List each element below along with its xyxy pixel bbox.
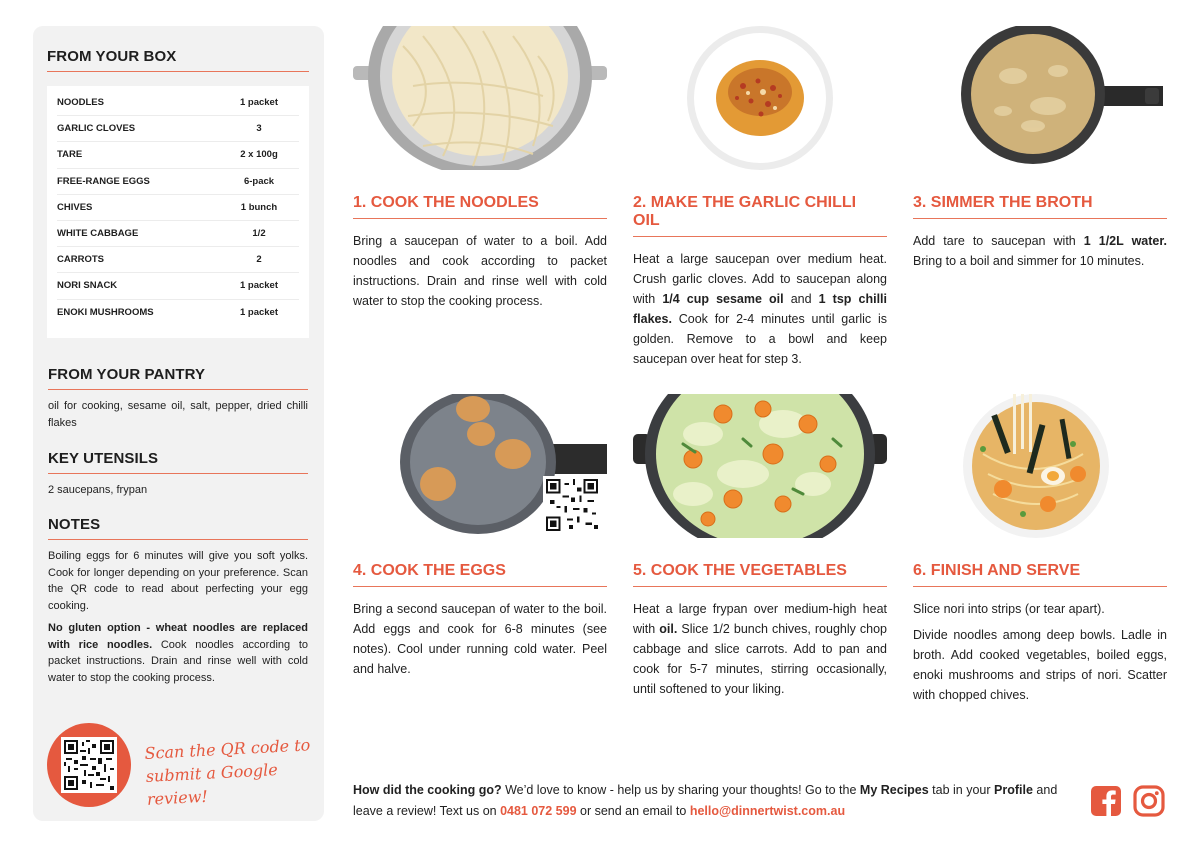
google-review-prompt xyxy=(144,733,327,811)
step-text: Bring to a boil and simmer for 10 minutes. xyxy=(913,254,1145,268)
ingredient-name: FREE-RANGE EGGS xyxy=(57,175,150,187)
step-2 xyxy=(633,26,887,375)
ingredient-row xyxy=(57,221,299,247)
step-divider xyxy=(913,586,1167,587)
step-paragraph xyxy=(633,599,887,699)
ingredient-row xyxy=(57,169,299,195)
step-instructions xyxy=(633,249,887,369)
step-instructions xyxy=(913,231,1167,271)
profile-label: Profile xyxy=(994,783,1033,797)
from-your-pantry-section xyxy=(48,366,308,431)
noodles-pot-photo xyxy=(353,26,607,170)
step-text: Bring a second saucepan of water to the boil. Add eggs and cook for 6-8 minutes (see notes). Cool under running cold water. Peel and halve. xyxy=(353,602,607,676)
gluten-option-bold: No gluten option - wheat noodles are replaced with rice noodles. xyxy=(48,622,308,651)
step-6 xyxy=(913,394,1167,711)
step-ingredient-bold: 1 tsp chilli flakes. xyxy=(633,292,887,326)
footer-text: or send an email to xyxy=(576,804,690,818)
ingredient-row xyxy=(57,273,299,299)
ingredient-row xyxy=(57,90,299,116)
ingredient-name: ENOKI MUSHROOMS xyxy=(57,307,154,319)
step-instructions xyxy=(633,599,887,699)
step-paragraph: Divide noodles among deep bowls. Ladle in broth. Add cooked vegetables, boiled eggs, enoki mushrooms and strips of nori. Scatter with chopped chives. xyxy=(913,628,1167,702)
step-text: Slice 1/2 bunch chives, roughly chop cabbage and slice carrots. Add to pan and cook for 5-7 minutes, stirring occasionally, until softened to your liking. xyxy=(633,622,888,696)
heading-divider xyxy=(48,539,308,540)
heading-divider xyxy=(47,71,309,72)
step-text: Cook for 2-4 minutes until garlic is golden. Remove to a bowl and keep saucepan over heat for step 3. xyxy=(633,312,887,366)
step-1 xyxy=(353,26,607,317)
feedback-footer xyxy=(353,780,1073,822)
ingredient-name: CARROTS xyxy=(57,254,104,266)
step-divider xyxy=(353,586,607,587)
ingredient-qty: 2 xyxy=(256,254,262,266)
step-title: 1. COOK THE NOODLES xyxy=(353,194,539,211)
utensils-text: 2 saucepans, frypan xyxy=(48,484,148,496)
step-ingredient-bold: 1/4 cup sesame oil xyxy=(662,292,784,306)
step-instructions xyxy=(353,599,607,679)
qr-code-icon[interactable] xyxy=(61,737,117,793)
heading-divider xyxy=(48,389,308,390)
ingredient-name: CHIVES xyxy=(57,201,93,213)
step-instructions xyxy=(353,231,607,311)
key-utensils-heading: KEY UTENSILS xyxy=(48,450,159,467)
step-title: 4. COOK THE EGGS xyxy=(353,562,506,579)
step-divider xyxy=(633,236,887,237)
review-prompt-line: submit a Google review! xyxy=(145,760,279,809)
step-instructions xyxy=(913,599,1167,705)
step-paragraph xyxy=(353,231,607,311)
ingredient-row xyxy=(57,116,299,142)
step-divider xyxy=(633,586,887,587)
ingredient-qty: 3 xyxy=(256,123,262,135)
step-3 xyxy=(913,26,1167,277)
ingredient-row xyxy=(57,300,299,326)
from-your-pantry-heading: FROM YOUR PANTRY xyxy=(48,366,206,383)
notes-paragraph xyxy=(48,620,308,686)
step-ingredient-bold: 1 1/2L water. xyxy=(1083,234,1168,248)
step-title: 6. FINISH AND SERVE xyxy=(913,562,1081,579)
step-5 xyxy=(633,394,887,705)
review-qr-badge[interactable] xyxy=(47,723,131,807)
email-link[interactable]: hello@dinnertwist.com.au xyxy=(689,804,846,818)
eggs-pan-photo xyxy=(353,394,607,538)
instagram-icon[interactable] xyxy=(1133,785,1165,817)
phone-link[interactable]: 0481 072 599 xyxy=(500,804,577,818)
step-text: Heat a large frypan over medium-high heat with xyxy=(633,602,887,636)
chilli-oil-bowl-photo xyxy=(633,26,887,170)
notes-paragraph: Boiling eggs for 6 minutes will give you soft yolks. Cook for longer depending on your preference. Scan the QR code to read about perfecting your egg cooking. xyxy=(48,550,308,612)
review-prompt-line: Scan the QR code to xyxy=(144,735,311,763)
step-text: Add tare to saucepan with xyxy=(913,234,1084,248)
ingredient-qty: 1 packet xyxy=(239,280,279,292)
ingredients-sidebar xyxy=(33,26,324,821)
notes-heading: NOTES xyxy=(48,516,101,533)
ingredient-name: TARE xyxy=(57,149,83,161)
ingredient-qty: 1 packet xyxy=(239,97,279,109)
step-ingredient-bold: oil. xyxy=(659,622,678,636)
notes-body xyxy=(48,548,308,686)
ingredient-qty: 1/2 xyxy=(252,228,266,240)
step-title: 3. SIMMER THE BROTH xyxy=(913,194,1093,211)
step-paragraph: Slice nori into strips (or tear apart). xyxy=(913,602,1105,616)
ingredient-name: NOODLES xyxy=(57,97,104,109)
step-divider xyxy=(353,218,607,219)
ingredient-name: GARLIC CLOVES xyxy=(57,123,136,135)
step-text: and xyxy=(783,292,819,306)
step-4 xyxy=(353,394,607,685)
facebook-icon[interactable] xyxy=(1090,785,1122,817)
ingredient-qty: 1 packet xyxy=(239,307,279,319)
footer-text: and leave a review! Text us on xyxy=(353,783,1058,818)
egg-guide-qr-icon[interactable] xyxy=(543,476,601,534)
ingredient-table xyxy=(47,86,309,338)
ingredient-qty: 6-pack xyxy=(243,175,275,187)
vegetables-pan-photo xyxy=(633,394,887,538)
ramen-bowl-photo xyxy=(913,394,1167,538)
my-recipes-label: My Recipes xyxy=(859,783,929,797)
broth-pan-photo xyxy=(913,26,1167,170)
footer-text: tab in your xyxy=(928,783,995,797)
pantry-items-text: oil for cooking, sesame oil, salt, pepper, dried chilli flakes xyxy=(48,400,308,429)
ingredient-name: NORI SNACK xyxy=(57,280,118,292)
step-text: Heat a large saucepan over medium heat. Crush garlic cloves. Add to saucepan along with xyxy=(633,252,887,306)
step-paragraph xyxy=(353,599,607,679)
ingredient-row xyxy=(57,195,299,221)
ingredient-qty: 2 x 100g xyxy=(240,149,278,161)
feedback-question: How did the cooking go? xyxy=(353,783,502,797)
step-divider xyxy=(913,218,1167,219)
heading-divider xyxy=(48,473,308,474)
gluten-option-text: Cook noodles according to packet instructions. Drain and rinse well with cold water to stop the cooking process. xyxy=(48,638,308,684)
ingredient-row xyxy=(57,247,299,273)
ingredient-name: WHITE CABBAGE xyxy=(57,228,139,240)
key-utensils-section xyxy=(48,450,308,499)
step-paragraph xyxy=(913,231,1167,271)
notes-section xyxy=(48,516,308,692)
footer-text: We’d love to know - help us by sharing your thoughts! Go to the xyxy=(501,783,860,797)
from-your-box-heading: FROM YOUR BOX xyxy=(47,48,177,65)
step-text: Bring a saucepan of water to a boil. Add noodles and cook according to packet instructions. Drain and rinse well with cold water to stop the cooking process. xyxy=(353,234,607,308)
ingredient-row xyxy=(57,142,299,168)
ingredient-qty: 1 bunch xyxy=(240,201,278,213)
step-paragraph xyxy=(633,249,887,369)
step-title: 5. COOK THE VEGETABLES xyxy=(633,562,847,579)
from-your-box-section xyxy=(47,48,309,338)
step-title: 2. MAKE THE GARLIC CHILLI OIL xyxy=(633,194,857,229)
